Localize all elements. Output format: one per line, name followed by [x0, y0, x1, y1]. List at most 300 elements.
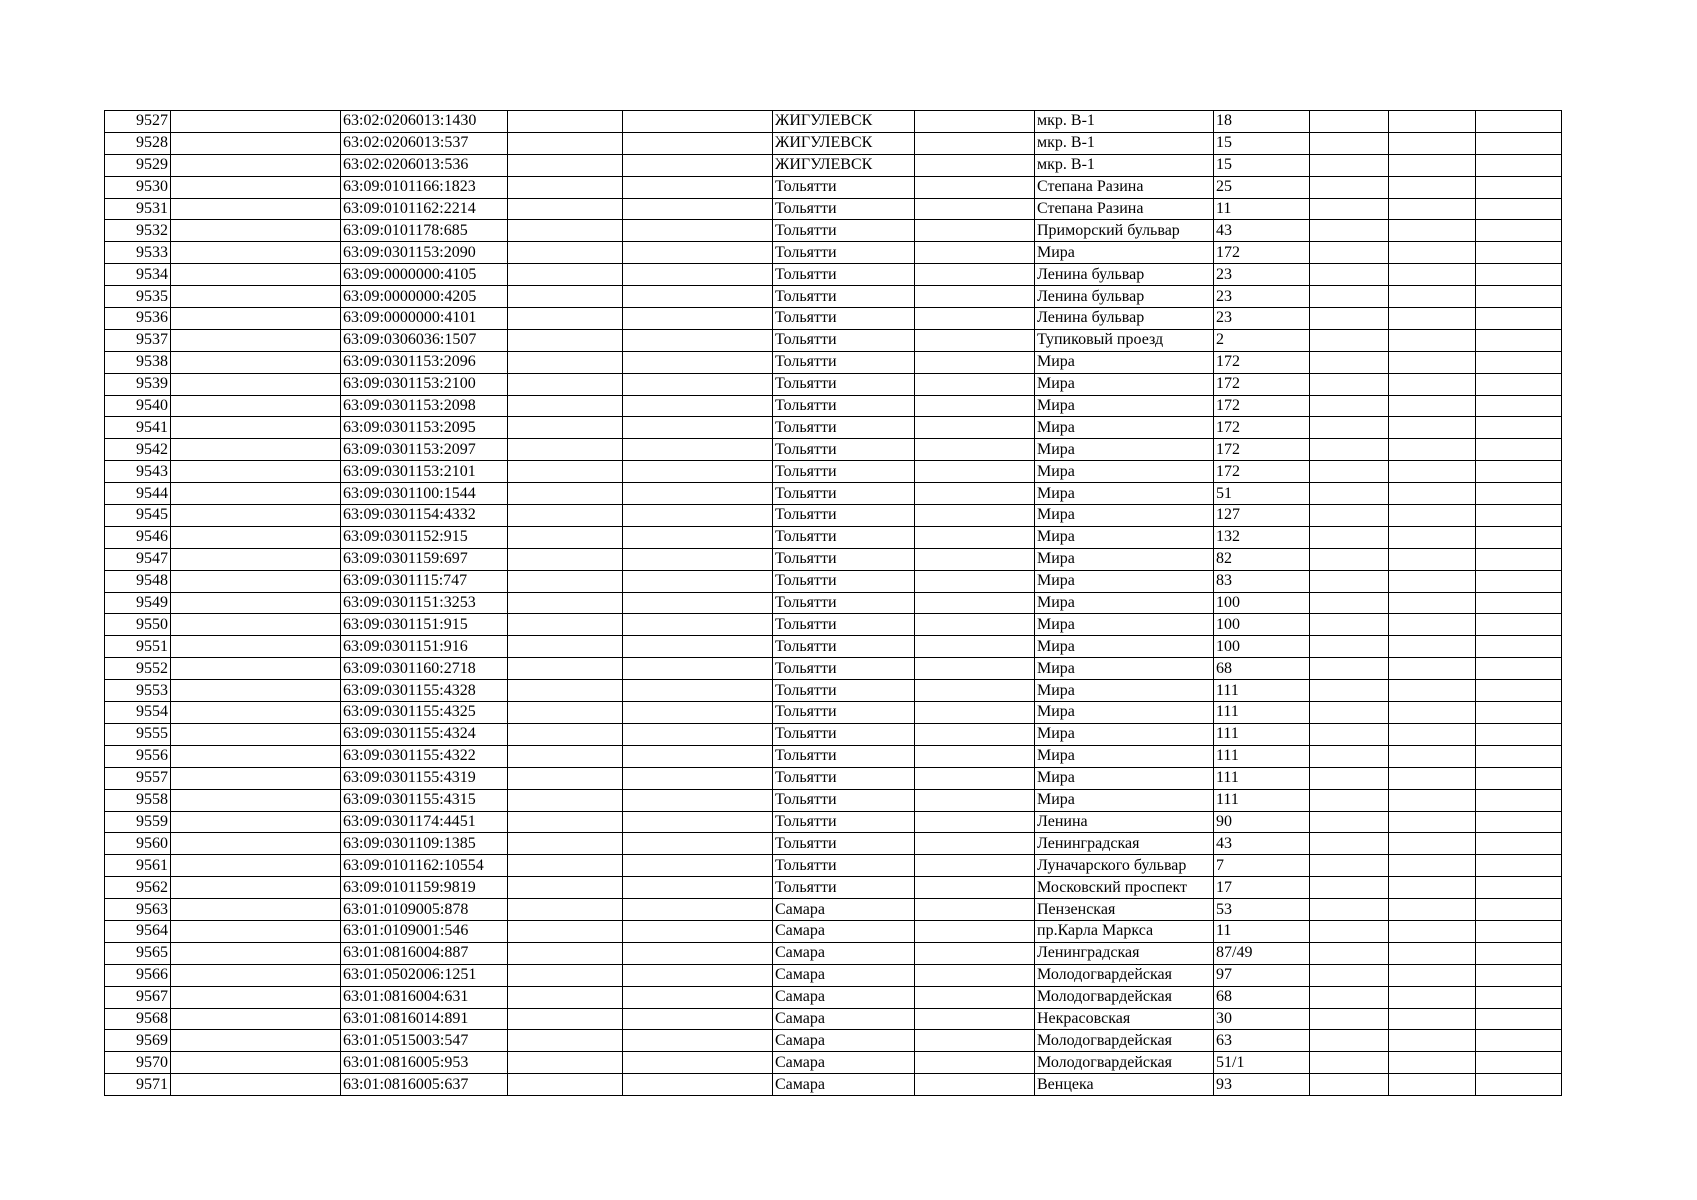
cadastral-number-cell: 63:09:0301153:2098 — [341, 395, 508, 417]
empty-cell — [623, 702, 773, 724]
empty-cell — [915, 592, 1035, 614]
empty-cell — [1389, 439, 1476, 461]
empty-cell — [915, 614, 1035, 636]
empty-cell — [508, 723, 623, 745]
city-cell: Тольятти — [773, 548, 915, 570]
empty-cell — [1310, 483, 1389, 505]
table-row — [105, 220, 1562, 242]
table-row — [105, 1052, 1562, 1074]
empty-cell — [171, 592, 341, 614]
empty-cell — [623, 439, 773, 461]
empty-cell — [508, 877, 623, 899]
row-number-cell: 9536 — [105, 308, 171, 330]
empty-cell — [1389, 986, 1476, 1008]
row-number-cell: 9564 — [105, 920, 171, 942]
empty-cell — [1310, 877, 1389, 899]
cadastral-number-cell: 63:09:0301174:4451 — [341, 811, 508, 833]
cadastral-number-cell: 63:01:0515003:547 — [341, 1030, 508, 1052]
empty-cell — [1310, 1052, 1389, 1074]
empty-cell — [1389, 308, 1476, 330]
empty-cell — [508, 680, 623, 702]
empty-cell — [915, 242, 1035, 264]
empty-cell — [1310, 264, 1389, 286]
empty-cell — [171, 373, 341, 395]
row-number-cell: 9545 — [105, 505, 171, 527]
empty-cell — [915, 1052, 1035, 1074]
city-cell: Самара — [773, 986, 915, 1008]
empty-cell — [508, 176, 623, 198]
table-row — [105, 723, 1562, 745]
empty-cell — [1310, 548, 1389, 570]
row-number-cell: 9527 — [105, 111, 171, 133]
empty-cell — [1310, 505, 1389, 527]
empty-cell — [1389, 855, 1476, 877]
empty-cell — [1310, 833, 1389, 855]
empty-cell — [1310, 986, 1389, 1008]
empty-cell — [508, 132, 623, 154]
empty-cell — [1476, 920, 1562, 942]
cadastral-number-cell: 63:09:0301153:2096 — [341, 351, 508, 373]
empty-cell — [508, 833, 623, 855]
house-number-cell: 111 — [1214, 789, 1310, 811]
empty-cell — [623, 767, 773, 789]
empty-cell — [1476, 1030, 1562, 1052]
cadastral-number-cell: 63:09:0301155:4319 — [341, 767, 508, 789]
empty-cell — [171, 132, 341, 154]
street-cell: Молодогвардейская — [1035, 964, 1214, 986]
house-number-cell: 127 — [1214, 505, 1310, 527]
empty-cell — [508, 570, 623, 592]
street-cell: Мира — [1035, 351, 1214, 373]
house-number-cell: 23 — [1214, 286, 1310, 308]
empty-cell — [508, 855, 623, 877]
empty-cell — [1310, 680, 1389, 702]
house-number-cell: 100 — [1214, 636, 1310, 658]
street-cell: Пензенская — [1035, 899, 1214, 921]
row-number-cell: 9530 — [105, 176, 171, 198]
cadastral-number-cell: 63:01:0816005:953 — [341, 1052, 508, 1074]
cadastral-number-cell: 63:02:0206013:536 — [341, 154, 508, 176]
empty-cell — [1310, 242, 1389, 264]
empty-cell — [1389, 789, 1476, 811]
row-number-cell: 9554 — [105, 702, 171, 724]
city-cell: Тольятти — [773, 439, 915, 461]
cadastral-number-cell: 63:01:0109001:546 — [341, 920, 508, 942]
empty-cell — [1389, 220, 1476, 242]
house-number-cell: 11 — [1214, 198, 1310, 220]
empty-cell — [623, 526, 773, 548]
empty-cell — [171, 877, 341, 899]
city-cell: Тольятти — [773, 614, 915, 636]
empty-cell — [171, 745, 341, 767]
empty-cell — [171, 658, 341, 680]
empty-cell — [1310, 220, 1389, 242]
empty-cell — [508, 920, 623, 942]
cadastral-number-cell: 63:09:0000000:4205 — [341, 286, 508, 308]
street-cell: Мира — [1035, 614, 1214, 636]
street-cell: Степана Разина — [1035, 176, 1214, 198]
cadastral-number-cell: 63:09:0301154:4332 — [341, 505, 508, 527]
street-cell: Мира — [1035, 483, 1214, 505]
empty-cell — [1389, 723, 1476, 745]
empty-cell — [1389, 899, 1476, 921]
cadastral-number-cell: 63:09:0301155:4328 — [341, 680, 508, 702]
empty-cell — [1310, 964, 1389, 986]
cadastral-number-cell: 63:01:0109005:878 — [341, 899, 508, 921]
table-row — [105, 154, 1562, 176]
row-number-cell: 9537 — [105, 329, 171, 351]
empty-cell — [171, 286, 341, 308]
cadastral-number-cell: 63:09:0301155:4315 — [341, 789, 508, 811]
empty-cell — [623, 548, 773, 570]
city-cell: Тольятти — [773, 658, 915, 680]
table-row — [105, 811, 1562, 833]
empty-cell — [623, 964, 773, 986]
empty-cell — [1310, 395, 1389, 417]
empty-cell — [1310, 198, 1389, 220]
street-cell: Мира — [1035, 242, 1214, 264]
table-row — [105, 1008, 1562, 1030]
city-cell: Самара — [773, 964, 915, 986]
empty-cell — [915, 986, 1035, 1008]
street-cell: Мира — [1035, 548, 1214, 570]
empty-cell — [508, 526, 623, 548]
empty-cell — [1476, 1074, 1562, 1096]
street-cell: Ленинградская — [1035, 833, 1214, 855]
empty-cell — [1476, 702, 1562, 724]
empty-cell — [1389, 680, 1476, 702]
empty-cell — [915, 308, 1035, 330]
empty-cell — [1310, 286, 1389, 308]
empty-cell — [171, 111, 341, 133]
empty-cell — [623, 658, 773, 680]
empty-cell — [171, 614, 341, 636]
row-number-cell: 9562 — [105, 877, 171, 899]
street-cell: Мира — [1035, 723, 1214, 745]
empty-cell — [915, 680, 1035, 702]
city-cell: ЖИГУЛЕВСК — [773, 154, 915, 176]
empty-cell — [508, 702, 623, 724]
row-number-cell: 9556 — [105, 745, 171, 767]
house-number-cell: 43 — [1214, 220, 1310, 242]
empty-cell — [1389, 833, 1476, 855]
city-cell: Тольятти — [773, 308, 915, 330]
street-cell: Ленинградская — [1035, 942, 1214, 964]
empty-cell — [1310, 526, 1389, 548]
empty-cell — [171, 833, 341, 855]
street-cell: Московский проспект — [1035, 877, 1214, 899]
empty-cell — [915, 942, 1035, 964]
house-number-cell: 15 — [1214, 154, 1310, 176]
street-cell: Мира — [1035, 767, 1214, 789]
empty-cell — [1389, 264, 1476, 286]
empty-cell — [1310, 658, 1389, 680]
empty-cell — [1310, 614, 1389, 636]
house-number-cell: 17 — [1214, 877, 1310, 899]
empty-cell — [171, 242, 341, 264]
empty-cell — [1476, 111, 1562, 133]
empty-cell — [171, 702, 341, 724]
empty-cell — [623, 1074, 773, 1096]
empty-cell — [915, 526, 1035, 548]
cadastral-number-cell: 63:09:0301155:4324 — [341, 723, 508, 745]
empty-cell — [508, 308, 623, 330]
empty-cell — [915, 920, 1035, 942]
empty-cell — [1310, 592, 1389, 614]
empty-cell — [171, 680, 341, 702]
empty-cell — [623, 417, 773, 439]
empty-cell — [623, 680, 773, 702]
house-number-cell: 100 — [1214, 614, 1310, 636]
empty-cell — [1389, 242, 1476, 264]
empty-cell — [1310, 1030, 1389, 1052]
house-number-cell: 97 — [1214, 964, 1310, 986]
empty-cell — [1476, 636, 1562, 658]
house-number-cell: 83 — [1214, 570, 1310, 592]
house-number-cell: 172 — [1214, 461, 1310, 483]
table-row — [105, 1074, 1562, 1096]
cadastral-number-cell: 63:09:0301152:915 — [341, 526, 508, 548]
empty-cell — [1476, 614, 1562, 636]
empty-cell — [623, 176, 773, 198]
empty-cell — [623, 789, 773, 811]
empty-cell — [915, 373, 1035, 395]
empty-cell — [1389, 745, 1476, 767]
empty-cell — [171, 176, 341, 198]
table-row — [105, 373, 1562, 395]
street-cell: мкр. В-1 — [1035, 132, 1214, 154]
table-row — [105, 789, 1562, 811]
empty-cell — [915, 855, 1035, 877]
table-row — [105, 658, 1562, 680]
empty-cell — [623, 745, 773, 767]
table-row — [105, 855, 1562, 877]
empty-cell — [171, 483, 341, 505]
row-number-cell: 9567 — [105, 986, 171, 1008]
street-cell: Приморский бульвар — [1035, 220, 1214, 242]
empty-cell — [915, 220, 1035, 242]
empty-cell — [1389, 176, 1476, 198]
empty-cell — [623, 351, 773, 373]
empty-cell — [623, 264, 773, 286]
table-row — [105, 242, 1562, 264]
empty-cell — [623, 373, 773, 395]
records-table — [104, 110, 1562, 1096]
city-cell: Тольятти — [773, 505, 915, 527]
empty-cell — [623, 242, 773, 264]
empty-cell — [623, 483, 773, 505]
row-number-cell: 9571 — [105, 1074, 171, 1096]
empty-cell — [1310, 308, 1389, 330]
empty-cell — [1310, 636, 1389, 658]
empty-cell — [508, 745, 623, 767]
empty-cell — [1476, 176, 1562, 198]
empty-cell — [915, 723, 1035, 745]
table-row — [105, 308, 1562, 330]
house-number-cell: 100 — [1214, 592, 1310, 614]
row-number-cell: 9561 — [105, 855, 171, 877]
empty-cell — [1389, 964, 1476, 986]
city-cell: Тольятти — [773, 680, 915, 702]
empty-cell — [623, 877, 773, 899]
city-cell: Тольятти — [773, 833, 915, 855]
cadastral-number-cell: 63:09:0101162:10554 — [341, 855, 508, 877]
empty-cell — [171, 351, 341, 373]
empty-cell — [171, 198, 341, 220]
row-number-cell: 9569 — [105, 1030, 171, 1052]
empty-cell — [1310, 899, 1389, 921]
empty-cell — [1476, 242, 1562, 264]
house-number-cell: 172 — [1214, 417, 1310, 439]
row-number-cell: 9570 — [105, 1052, 171, 1074]
empty-cell — [171, 1008, 341, 1030]
empty-cell — [1389, 1074, 1476, 1096]
cadastral-number-cell: 63:09:0301109:1385 — [341, 833, 508, 855]
table-row — [105, 417, 1562, 439]
empty-cell — [508, 351, 623, 373]
empty-cell — [915, 351, 1035, 373]
empty-cell — [171, 329, 341, 351]
city-cell: Тольятти — [773, 592, 915, 614]
empty-cell — [915, 833, 1035, 855]
empty-cell — [915, 767, 1035, 789]
city-cell: Тольятти — [773, 767, 915, 789]
house-number-cell: 25 — [1214, 176, 1310, 198]
empty-cell — [623, 329, 773, 351]
street-cell: Ленина бульвар — [1035, 286, 1214, 308]
empty-cell — [1310, 723, 1389, 745]
empty-cell — [1476, 942, 1562, 964]
empty-cell — [623, 111, 773, 133]
house-number-cell: 111 — [1214, 702, 1310, 724]
empty-cell — [915, 1030, 1035, 1052]
city-cell: Самара — [773, 1008, 915, 1030]
street-cell: мкр. В-1 — [1035, 111, 1214, 133]
empty-cell — [623, 570, 773, 592]
empty-cell — [1389, 329, 1476, 351]
empty-cell — [171, 767, 341, 789]
table-row — [105, 877, 1562, 899]
row-number-cell: 9550 — [105, 614, 171, 636]
street-cell: Венцека — [1035, 1074, 1214, 1096]
cadastral-number-cell: 63:09:0301100:1544 — [341, 483, 508, 505]
city-cell: Тольятти — [773, 351, 915, 373]
empty-cell — [1389, 373, 1476, 395]
empty-cell — [171, 548, 341, 570]
table-row — [105, 920, 1562, 942]
empty-cell — [623, 461, 773, 483]
row-number-cell: 9553 — [105, 680, 171, 702]
empty-cell — [1476, 286, 1562, 308]
cadastral-number-cell: 63:01:0816014:891 — [341, 1008, 508, 1030]
empty-cell — [1310, 789, 1389, 811]
city-cell: ЖИГУЛЕВСК — [773, 132, 915, 154]
table-row — [105, 351, 1562, 373]
city-cell: Тольятти — [773, 264, 915, 286]
empty-cell — [915, 1074, 1035, 1096]
city-cell: Тольятти — [773, 242, 915, 264]
empty-cell — [171, 964, 341, 986]
street-cell: Мира — [1035, 461, 1214, 483]
house-number-cell: 18 — [1214, 111, 1310, 133]
city-cell: Тольятти — [773, 483, 915, 505]
table-row — [105, 439, 1562, 461]
table-row — [105, 1030, 1562, 1052]
empty-cell — [508, 767, 623, 789]
empty-cell — [623, 220, 773, 242]
street-cell: Мира — [1035, 373, 1214, 395]
table-row — [105, 833, 1562, 855]
empty-cell — [915, 111, 1035, 133]
city-cell: Тольятти — [773, 198, 915, 220]
empty-cell — [508, 592, 623, 614]
empty-cell — [1476, 395, 1562, 417]
empty-cell — [508, 286, 623, 308]
empty-cell — [1389, 636, 1476, 658]
empty-cell — [171, 986, 341, 1008]
empty-cell — [623, 395, 773, 417]
row-number-cell: 9535 — [105, 286, 171, 308]
street-cell: Мира — [1035, 636, 1214, 658]
street-cell: Молодогвардейская — [1035, 986, 1214, 1008]
empty-cell — [915, 1008, 1035, 1030]
row-number-cell: 9546 — [105, 526, 171, 548]
empty-cell — [1476, 1008, 1562, 1030]
table-row — [105, 526, 1562, 548]
city-cell: Тольятти — [773, 789, 915, 811]
street-cell: пр.Карла Маркса — [1035, 920, 1214, 942]
empty-cell — [915, 417, 1035, 439]
city-cell: Самара — [773, 1074, 915, 1096]
house-number-cell: 11 — [1214, 920, 1310, 942]
street-cell: Мира — [1035, 745, 1214, 767]
city-cell: Тольятти — [773, 723, 915, 745]
empty-cell — [1389, 658, 1476, 680]
empty-cell — [508, 483, 623, 505]
empty-cell — [915, 286, 1035, 308]
street-cell: Мира — [1035, 526, 1214, 548]
house-number-cell: 68 — [1214, 658, 1310, 680]
cadastral-number-cell: 63:09:0301151:3253 — [341, 592, 508, 614]
empty-cell — [1476, 723, 1562, 745]
empty-cell — [1476, 220, 1562, 242]
empty-cell — [623, 636, 773, 658]
empty-cell — [171, 942, 341, 964]
table-row — [105, 680, 1562, 702]
records-table-body — [105, 111, 1562, 1096]
house-number-cell: 111 — [1214, 745, 1310, 767]
empty-cell — [1310, 942, 1389, 964]
empty-cell — [915, 176, 1035, 198]
empty-cell — [1476, 658, 1562, 680]
cadastral-number-cell: 63:01:0816004:631 — [341, 986, 508, 1008]
empty-cell — [1310, 373, 1389, 395]
empty-cell — [1476, 877, 1562, 899]
empty-cell — [1389, 198, 1476, 220]
row-number-cell: 9565 — [105, 942, 171, 964]
empty-cell — [508, 264, 623, 286]
empty-cell — [1389, 548, 1476, 570]
empty-cell — [623, 154, 773, 176]
empty-cell — [623, 198, 773, 220]
empty-cell — [508, 1030, 623, 1052]
row-number-cell: 9543 — [105, 461, 171, 483]
row-number-cell: 9531 — [105, 198, 171, 220]
street-cell: Ленина — [1035, 811, 1214, 833]
empty-cell — [171, 417, 341, 439]
house-number-cell: 7 — [1214, 855, 1310, 877]
city-cell: Тольятти — [773, 702, 915, 724]
